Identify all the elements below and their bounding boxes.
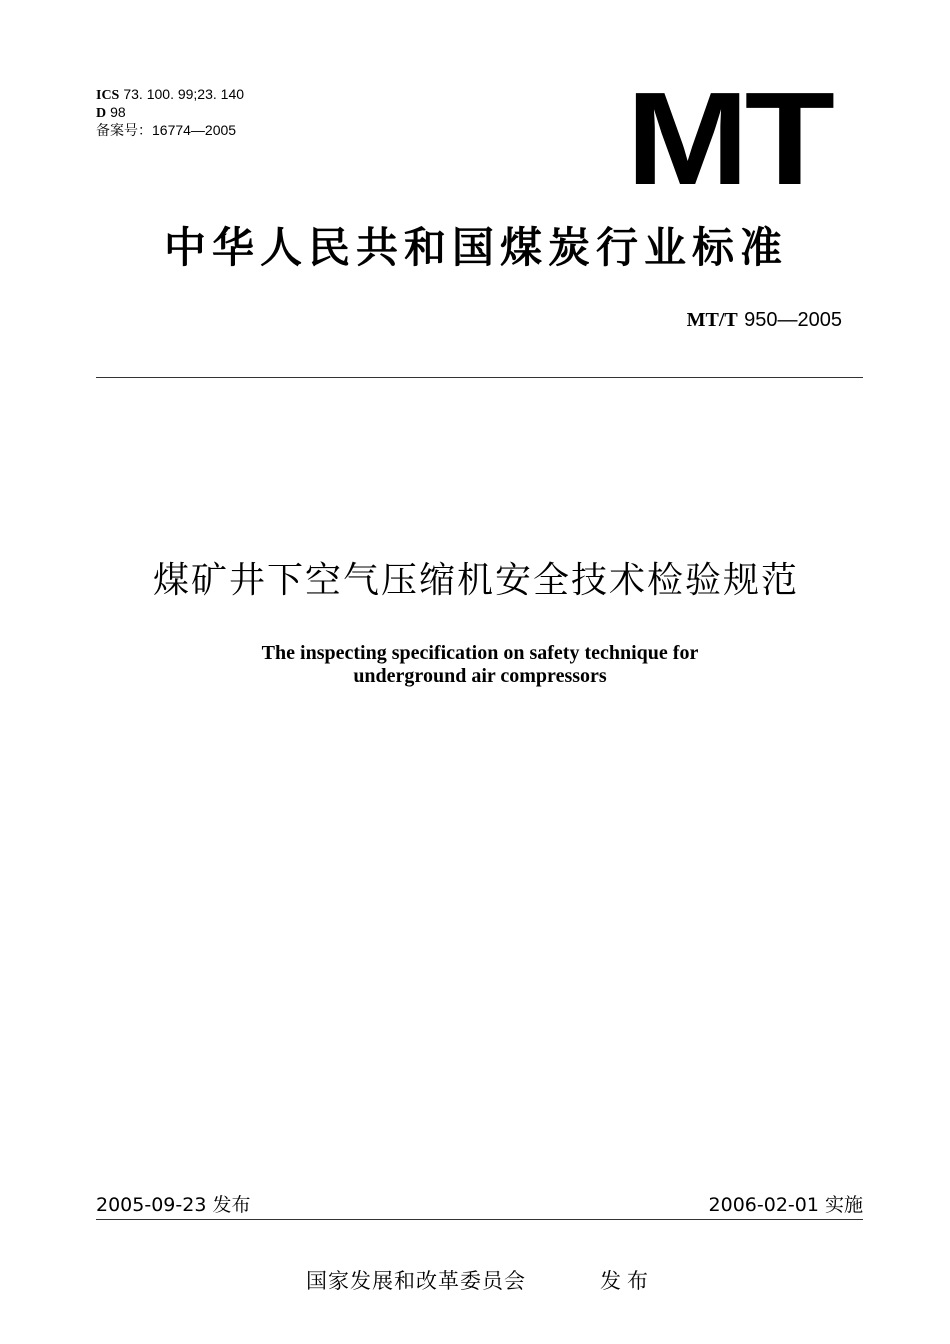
issue-date: 2005-09-23 发布 xyxy=(96,1194,251,1216)
ics-label: ICS xyxy=(96,88,120,103)
document-title-zh: 煤矿井下空气压缩机安全技术检验规范 xyxy=(152,560,799,601)
record-value: 16774—2005 xyxy=(152,122,237,138)
ccs-value: 98 xyxy=(110,104,126,120)
document-title-en xyxy=(180,642,780,688)
publisher-name: 国家发展和改革委员会 xyxy=(306,1269,526,1293)
implementation-date: 2006-02-01 实施 xyxy=(708,1194,863,1216)
classification-block xyxy=(96,86,244,140)
organization-title: 中华人民共和国煤炭行业标准 xyxy=(163,223,788,272)
standard-prefix: MT/T xyxy=(686,309,738,331)
title-en-line-1: The inspecting specification on safety technique for xyxy=(261,642,699,664)
ics-value: 73. 100. 99;23. 140 xyxy=(123,86,245,102)
standard-code xyxy=(687,307,842,332)
mt-logo: MT xyxy=(626,65,831,212)
header-divider xyxy=(96,377,863,378)
title-en-line-2: underground air compressors xyxy=(353,665,607,687)
ccs-label: D xyxy=(96,106,107,121)
ics-line xyxy=(96,86,244,104)
footer-divider xyxy=(96,1219,863,1220)
publish-label: 发布 xyxy=(600,1269,654,1293)
standard-number: 950—2005 xyxy=(744,309,842,331)
record-line xyxy=(96,122,244,140)
record-label: 备案号： xyxy=(96,123,152,139)
ccs-line xyxy=(96,104,244,122)
